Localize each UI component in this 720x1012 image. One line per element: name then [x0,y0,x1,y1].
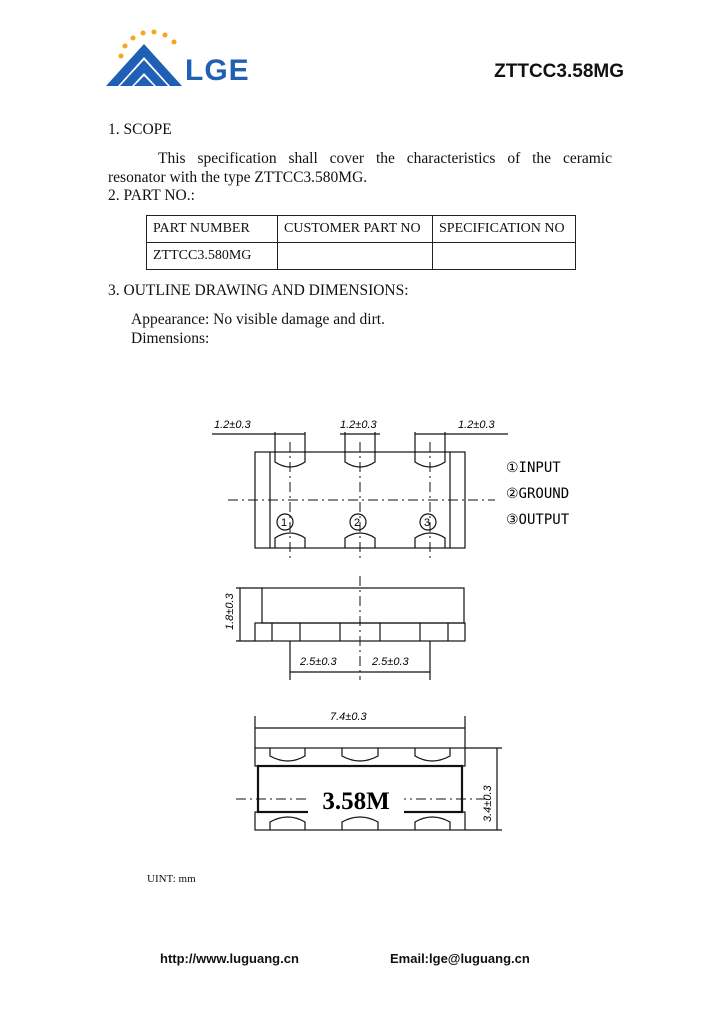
top-dim-right: 1.2±0.3 [458,419,495,431]
table-row [147,243,576,270]
depth-dim: 3.4±0.3 [482,785,494,822]
pitch-dim-left: 2.5±0.3 [300,656,337,668]
model-number: ZTTCC3.58MG [494,61,624,82]
scope-heading: 1. SCOPE [108,121,172,138]
scope-text-line1: This specification shall cover the characteristics of the ceramic [158,150,612,167]
email-link[interactable]: Email:lge@luguang.cn [390,951,530,966]
pin-1-label: 1 [281,517,288,529]
side-view [236,588,465,680]
pitch-dim-right: 2.5±0.3 [372,656,409,668]
pin-3-label: 3 [424,517,431,529]
part-no-heading: 2. PART NO.: [108,187,195,204]
legend-input: ①INPUT [506,460,561,476]
width-dim: 7.4±0.3 [330,711,367,723]
marking-text: 3.58M [322,788,390,815]
table-header-row [147,216,576,243]
legend-ground: ②GROUND [506,486,570,502]
scope-text-line2: resonator with the type ZTTCC3.580MG. [108,169,368,186]
logo-text: LGE [185,54,250,87]
table-header-cell: PART NUMBER [147,216,278,243]
website-link[interactable]: http://www.luguang.cn [160,951,299,966]
table-cell [433,243,576,270]
table-header-cell: CUSTOMER PART NO [278,216,433,243]
height-dim: 1.8±0.3 [224,593,236,630]
table-header-cell: SPECIFICATION NO [433,216,576,243]
table-cell [278,243,433,270]
top-dim-center: 1.2±0.3 [340,419,377,431]
legend-output: ③OUTPUT [506,512,570,528]
dimensions-label: Dimensions: [131,330,210,347]
outline-heading: 3. OUTLINE DRAWING AND DIMENSIONS: [108,282,409,299]
outline-drawing [0,390,720,880]
top-dim-left: 1.2±0.3 [214,419,251,431]
part-number-table [146,215,576,270]
table-cell: ZTTCC3.580MG [147,243,278,270]
pin-2-label: 2 [354,517,361,529]
appearance-text: Appearance: No visible damage and dirt. [131,311,385,328]
unit-note: UINT: mm [147,873,196,885]
